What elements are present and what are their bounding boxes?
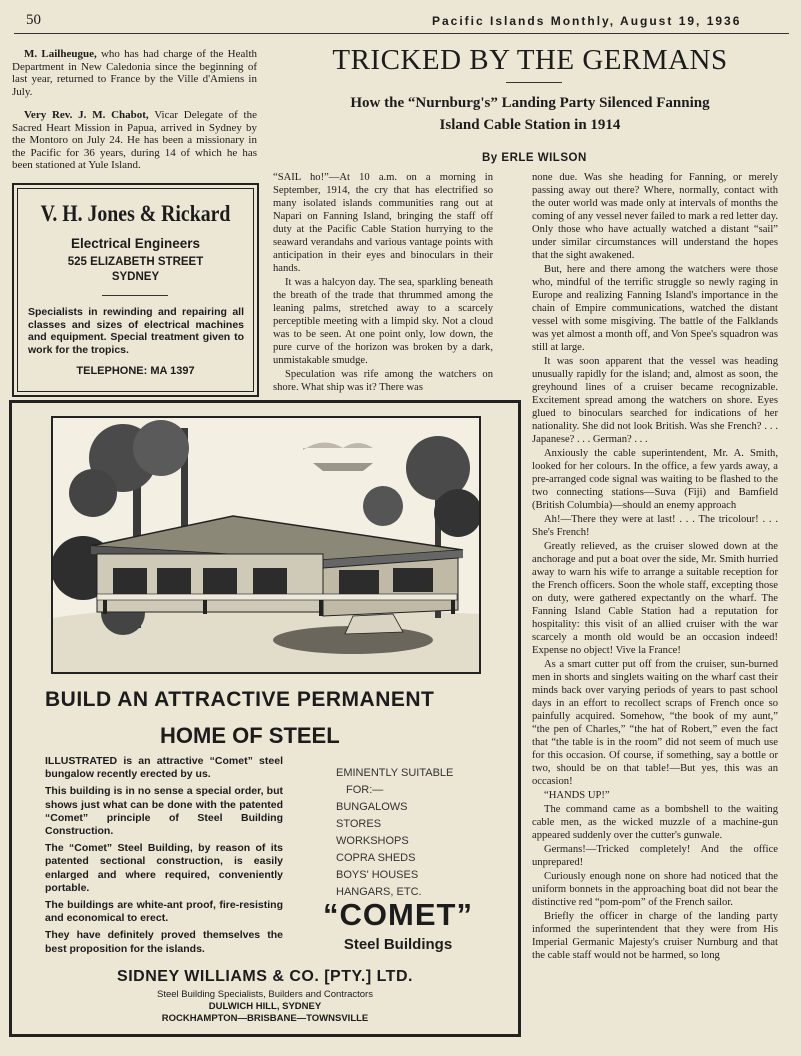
paragraph: Briefly the officer in charge of the landing party informed the superintendent that they were from His Imperial Germanic Majesty's cruiser Nurnburg and that the cable staff would not be harmed, so long [532, 911, 778, 961]
title-rule [506, 82, 562, 83]
paragraph: Germans!—Tricked completely! And the office unprepared! [532, 844, 778, 868]
paragraph: Greatly relieved, as the cruiser slowed down at the anchorage and put a boat over the side, Mr. Smith hurried away to warn his wife to arrange a suitable reception for the French officers. Soon the whole staff, excepting those on duty, were gathered expectantly on the wharf. The Fanning Island Cable Station had a reputation for hospitality: this visit of an allied cruiser with the war scarcely a month old would be an occasion indeed! Expense no object! Vive la France! [532, 541, 778, 656]
company-desc: Steel Building Specialists, Builders and Contractors [157, 989, 373, 1000]
paragraph: As a smart cutter put off from the cruiser, sun-burned men in shorts and singlets waiting on the wharf cast their minds back over varying periods of years to past school days in an effort to recollect scraps of French once so painfully acquired. Somehow, “the book of my aunt,” “the pen of Charles,” “the hat of Robert,” even the fact that “the table is in the room” did not seem of much use for this occasion. Of course, if something, say a bottle or two, should be on that table!—But yes, this was an occasion! [532, 659, 778, 787]
paragraph: Ah!—There they were at last! . . . The tricolour! . . . She's French! [532, 514, 778, 538]
note-lailheugue [12, 48, 257, 98]
paragraph: “HANDS UP!” [544, 790, 610, 801]
ad-divider [102, 295, 168, 296]
suitable-item: WORKSHOPS [336, 835, 409, 847]
ad-phone: TELEPHONE: MA 1397 [76, 365, 195, 377]
company-address: DULWICH HILL, SYDNEY [208, 1001, 322, 1012]
ad-company-name: V. H. Jones & Rickard [40, 201, 231, 226]
paragraph: “SAIL ho!”—At 10 a.m. on a morning in September, 1914, the cry that has electrified so many isolated islands communities rang out at Napari on Fanning Island, bringing the staff off duty at the Pacific Cable Station hurrying to the seaward verandahs and various vantage points with anticipation in their eyes and binoculars in their hands. [273, 172, 493, 274]
running-head: Pacific Islands Monthly, August 19, 1936 [432, 14, 742, 28]
ad-paragraph: ILLUSTRATED is an attractive “Comet” steel bungalow recently erected by us. [45, 755, 283, 781]
company-branches: ROCKHAMPTON—BRISBANE—TOWNSVILLE [161, 1013, 369, 1024]
comet-steel-ad [9, 400, 521, 1037]
ad-paragraph: The “Comet” Steel Building, by reason of its patented sectional construction, is easily enlarged and where required, conveniently portable. [45, 842, 283, 894]
ad-headline-2: HOME OF STEEL [160, 723, 340, 748]
ad-street: 525 ELIZABETH STREET [67, 256, 204, 268]
article-column-1 [273, 171, 493, 393]
byline: By ERLE WILSON [482, 152, 587, 164]
company-name: SIDNEY WILLIAMS & CO. [PTY.] LTD. [117, 968, 413, 985]
bungalow-illustration [51, 416, 481, 674]
subtitle-line-2: Island Cable Station in 1914 [439, 117, 621, 133]
paragraph: Speculation was rife among the watchers on shore. What ship was it? There was [273, 369, 493, 393]
paragraph: It was soon apparent that the vessel was heading unusually rapidly for the island; and, almost as soon, the greyhound lines of a cruiser became recognizable. Excitement spread among the watchers on shore. Eyes glued to binoculars searched for indications of her nationality. She did not look British. Was she French? . . . Japanese? . . . German? . . . [532, 356, 778, 445]
article-column-2 [532, 171, 778, 1033]
subtitle-line-1: How the “Nurnburg's” Landing Party Silenced Fanning [350, 95, 710, 111]
suitable-for: FOR:— [346, 784, 384, 796]
note-text: Vicar Delegate of the Sacred Heart Mission in Papua, arrived in Sydney by the Montoro on July 24. He has been a missionary in the Pacific for 36 years, during 14 of which he has been stationed at Yule Island. [12, 109, 257, 172]
suitable-item: BOYS' HOUSES [336, 869, 419, 881]
article-subtitle [300, 92, 760, 136]
ad-paragraph: They have definitely proved themselves the best proposition for the islands. [45, 929, 283, 955]
jones-rickard-ad [12, 183, 259, 397]
comet-brand: “COMET” [323, 897, 473, 932]
paragraph: It was a halcyon day. The sea, sparkling beneath the breath of the trade that thrummed among the leaning palms, stretched away to a scarcely perceptible meeting with a limpid sky. Not a cloud was to be seen. At one point only, low down, the pure curve of the horizon was broken by a dark, unmistakable smudge. [273, 277, 493, 366]
paragraph: The command came as a bombshell to the waiting cable men, as the wicked muzzle of a machine-gun appeared suddenly over the cutter's gunwale. [532, 804, 778, 841]
ad-paragraph: The buildings are white-ant proof, fire-resisting and economical to erect. [45, 899, 283, 925]
suitable-item: STORES [336, 818, 382, 830]
paragraph: Anxiously the cable superintendent, Mr. A. Smith, looked for her colours. In the office, a few yards away, a pre-arranged code signal was waiting to be flashed to the two connecting stations—Suva (Fiji) and Bamfield (British Columbia)—should an enemy approach [532, 448, 778, 511]
page-number: 50 [26, 12, 41, 28]
note-text: who has had charge of the Health Department in New Caledonia since the beginning of last year, returned to France by the Ville d'Amiens in July. [12, 48, 258, 98]
ad-headline-1: BUILD AN ATTRACTIVE PERMANENT [45, 688, 435, 711]
ad-trade: Electrical Engineers [70, 236, 201, 251]
paragraph: But, here and there among the watchers were those who, mindful of the terrific struggle so newly raging in Europe and realizing Fanning Island's importance in the chain of Empire communications, watched the distant vessel with some misgiving. The battle of the Falklands was yet almost a month off, and Von Spee's squadron was still at large. [532, 264, 778, 353]
paragraph: Curiously enough none on shore had noticed that the uniform bonnets in the approaching boat did not bear the distinctive red “pom-pom” of the French sailor. [532, 871, 778, 908]
suitable-item: COPRA SHEDS [336, 852, 416, 864]
suitable-item: BUNGALOWS [336, 801, 408, 813]
suitable-item: HANGARS, ETC. [336, 886, 422, 898]
comet-brand-sub: Steel Buildings [343, 936, 453, 953]
ad-body: Specialists in rewinding and repairing all classes and sizes of electrical machines and equipment. Special treatment given to work for the tropics. [28, 306, 244, 356]
paragraph: none due. Was she heading for Fanning, or merely passing away out there? Where, normally, contact with the outer world was made only at intervals of months the coming of any vessel never failed to mark a red letter day. Only those who have actually watched a distant “sail” under similar circumstances will understand the hopes that the sight awakened. [532, 172, 778, 261]
article-title: TRICKED BY THE GERMANS [332, 44, 728, 76]
bungalow-drawing [53, 418, 479, 672]
suitable-list [336, 765, 453, 901]
ad-paragraph: This building is in no sense a special order, but shows just what can be done with the patented “Comet” principle of Steel Building Construction. [45, 785, 283, 838]
note-chabot [12, 109, 257, 172]
header-rule [14, 33, 789, 34]
suitable-heading: EMINENTLY SUITABLE [336, 767, 454, 779]
ad-comet-body [45, 755, 283, 956]
ad-city: SYDNEY [111, 271, 160, 283]
note-name: M. Lailheugue, [24, 48, 97, 60]
note-name: Very Rev. J. M. Chabot, [24, 109, 149, 121]
